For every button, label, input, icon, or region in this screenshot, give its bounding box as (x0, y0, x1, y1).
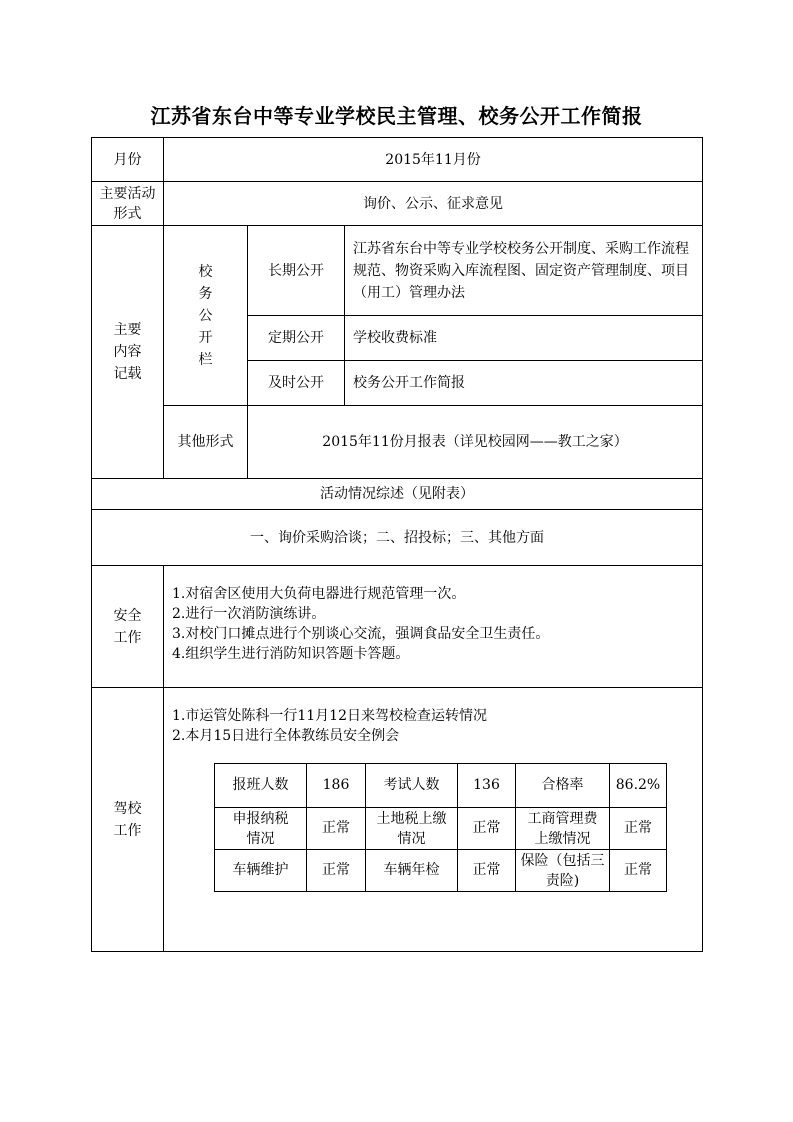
safety-item: 1.对宿舍区使用大负荷电器进行规范管理一次。 (172, 586, 466, 602)
driving-school-label-text: 驾校工作 (113, 800, 142, 839)
stats-cell: 正常 (610, 850, 667, 892)
activity-form-label (92, 182, 164, 226)
safety-label-text: 安全工作 (113, 607, 142, 646)
stats-cell: 合格率 (516, 764, 610, 808)
stats-cell-text: 工商管理费上缴情况 (527, 810, 598, 847)
driving-school-item: 1.市运管处陈科一行11月12日来驾校检查运转情况 (172, 708, 487, 724)
driving-stats-table (214, 763, 667, 892)
stats-cell-text: 申报纳税情况 (232, 810, 289, 847)
stats-cell: 136 (458, 764, 516, 808)
safety-label (92, 566, 164, 688)
month-label: 月份 (92, 138, 164, 182)
timely-label: 及时公开 (248, 361, 345, 406)
page-title: 江苏省东台中等专业学校民主管理、校务公开工作简报 (150, 104, 643, 128)
driving-school-label (92, 688, 164, 952)
long-term-value: 江苏省东台中等专业学校校务公开制度、采购工作流程规范、物资采购入库流程图、固定资产管理制度、项目（用工）管理办法 (345, 226, 703, 316)
stats-cell: 车辆年检 (366, 850, 458, 892)
summary-items: 一、询价采购洽谈；二、招投标；三、其他方面 (92, 510, 703, 566)
stats-cell-text: 保险（包括三责险) (520, 852, 605, 889)
stats-cell: 考试人数 (366, 764, 458, 808)
safety-item: 2.进行一次消防演练讲。 (172, 606, 326, 622)
driving-school-items (164, 688, 703, 952)
stats-cell (215, 808, 307, 850)
content-label-text: 主要内容记载 (113, 322, 142, 382)
stats-cell: 正常 (307, 850, 366, 892)
month-value: 2015年11月份 (164, 138, 703, 182)
stats-cell: 86.2% (610, 764, 667, 808)
other-form-value: 2015年11份月报表（详见校园网——教工之家） (248, 406, 703, 479)
safety-item: 4.组织学生进行消防知识答题卡答题。 (172, 646, 410, 662)
stats-cell: 正常 (458, 850, 516, 892)
activity-form-label-text: 主要活动形式 (99, 185, 156, 222)
safety-item: 3.对校门口摊点进行个别谈心交流，强调食品安全卫生责任。 (172, 626, 550, 642)
safety-items (164, 566, 703, 688)
stats-cell: 车辆维护 (215, 850, 307, 892)
content-label (92, 226, 164, 479)
activity-form-value: 询价、公示、征求意见 (164, 182, 703, 226)
stats-cell (366, 808, 458, 850)
stats-cell: 正常 (458, 808, 516, 850)
notice-board-label (164, 226, 248, 406)
stats-cell: 186 (307, 764, 366, 808)
stats-cell: 正常 (307, 808, 366, 850)
notice-board-label-text: 校务公开栏 (198, 263, 213, 368)
periodic-label: 定期公开 (248, 316, 345, 361)
other-form-label: 其他形式 (164, 406, 248, 479)
timely-value: 校务公开工作简报 (345, 361, 703, 406)
summary-header: 活动情况综述（见附表） (92, 479, 703, 510)
periodic-value: 学校收费标准 (345, 316, 703, 361)
stats-cell: 正常 (610, 808, 667, 850)
driving-school-item: 2.本月15日进行全体教练员安全例会 (172, 728, 400, 744)
report-table (91, 137, 703, 952)
stats-cell (516, 808, 610, 850)
stats-cell (516, 850, 610, 892)
stats-cell-text: 土地税上缴情况 (376, 810, 447, 847)
long-term-label: 长期公开 (248, 226, 345, 316)
stats-cell: 报班人数 (215, 764, 307, 808)
